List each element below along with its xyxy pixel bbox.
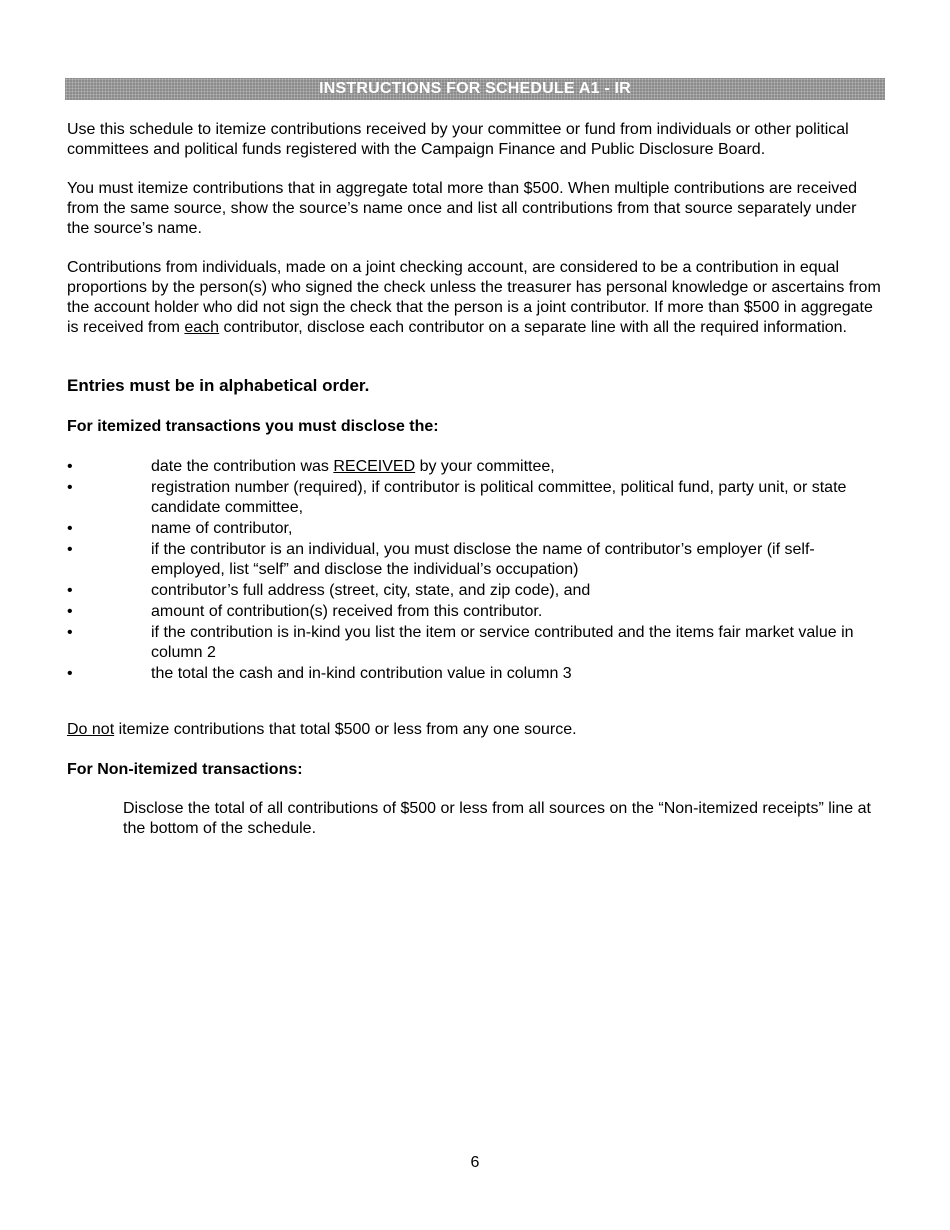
list-item-text: contributor’s full address (street, city, state, and zip code), and bbox=[151, 582, 591, 599]
do-not-itemize-text: itemize contributions that total $500 or less from any one source. bbox=[114, 721, 577, 738]
underlined-each: each bbox=[184, 319, 220, 336]
page-number: 6 bbox=[470, 1154, 480, 1171]
list-item-text: if the contributor is an individual, you must disclose the name of contributor’s employer (if self-employed, list “self” and disclose the individual’s occupation) bbox=[151, 541, 815, 578]
list-item bbox=[67, 519, 882, 539]
non-itemized-paragraph: Disclose the total of all contributions of $500 or less from all sources on the “Non-itemized receipts” line at the bottom of the schedule. bbox=[123, 800, 871, 837]
bullet-icon: • bbox=[67, 624, 73, 641]
list-item bbox=[67, 664, 882, 684]
itemized-heading: For itemized transactions you must disclose the: bbox=[67, 418, 439, 435]
section-header-banner bbox=[65, 78, 885, 100]
underlined-received: RECEIVED bbox=[333, 458, 416, 475]
bullet-icon: • bbox=[67, 582, 73, 599]
list-item-text: registration number (required), if contributor is political committee, political fund, party unit, or state candidate committee, bbox=[151, 479, 847, 516]
section-title: INSTRUCTIONS FOR SCHEDULE A1 - IR bbox=[319, 80, 631, 97]
joint-account-text-1: Contributions from individuals, made on a joint checking account, are considered to be a contribution in equal proportions by the person(s) who signed the check unless the treasurer has personal knowledge or ascertains from the account holder who did not sign the check that the person is a joint contributor. If more than $500 in aggregate is received from bbox=[67, 259, 881, 336]
list-item bbox=[67, 602, 882, 622]
list-item-text: amount of contribution(s) received from this contributor. bbox=[151, 603, 543, 620]
underlined-do-not: Do not bbox=[67, 721, 115, 738]
list-item bbox=[67, 540, 882, 580]
alphabetical-order-heading: Entries must be in alphabetical order. bbox=[67, 376, 370, 395]
list-item bbox=[67, 457, 882, 477]
list-item-text: date the contribution was bbox=[151, 458, 334, 475]
bullet-icon: • bbox=[67, 603, 73, 620]
disclosure-list bbox=[67, 457, 882, 685]
bullet-icon: • bbox=[67, 520, 73, 537]
bullet-icon: • bbox=[67, 541, 73, 558]
bullet-icon: • bbox=[67, 479, 73, 496]
list-item bbox=[67, 623, 882, 663]
list-item-text: name of contributor, bbox=[151, 520, 293, 537]
non-itemized-heading: For Non-itemized transactions: bbox=[67, 761, 303, 778]
joint-account-paragraph bbox=[67, 258, 882, 338]
list-item bbox=[67, 581, 882, 601]
bullet-icon: • bbox=[67, 458, 73, 475]
list-item-text: the total the cash and in-kind contribution value in column 3 bbox=[151, 665, 572, 682]
list-item bbox=[67, 478, 882, 518]
list-item-text: if the contribution is in-kind you list the item or service contributed and the items fair market value in column 2 bbox=[151, 624, 854, 661]
joint-account-text-2: contributor, disclose each contributor on a separate line with all the required information. bbox=[219, 319, 847, 336]
do-not-itemize-paragraph bbox=[67, 720, 882, 740]
intro-paragraph: Use this schedule to itemize contributions received by your committee or fund from individuals or other political committees and political funds registered with the Campaign Finance and Public Disclosure Board. bbox=[67, 121, 849, 158]
itemize-threshold-paragraph: You must itemize contributions that in aggregate total more than $500. When multiple contributions are received from the same source, show the source’s name once and list all contributions from that source separately under the source’s name. bbox=[67, 180, 858, 237]
bullet-icon: • bbox=[67, 665, 73, 682]
list-item-text: by your committee, bbox=[415, 458, 555, 475]
